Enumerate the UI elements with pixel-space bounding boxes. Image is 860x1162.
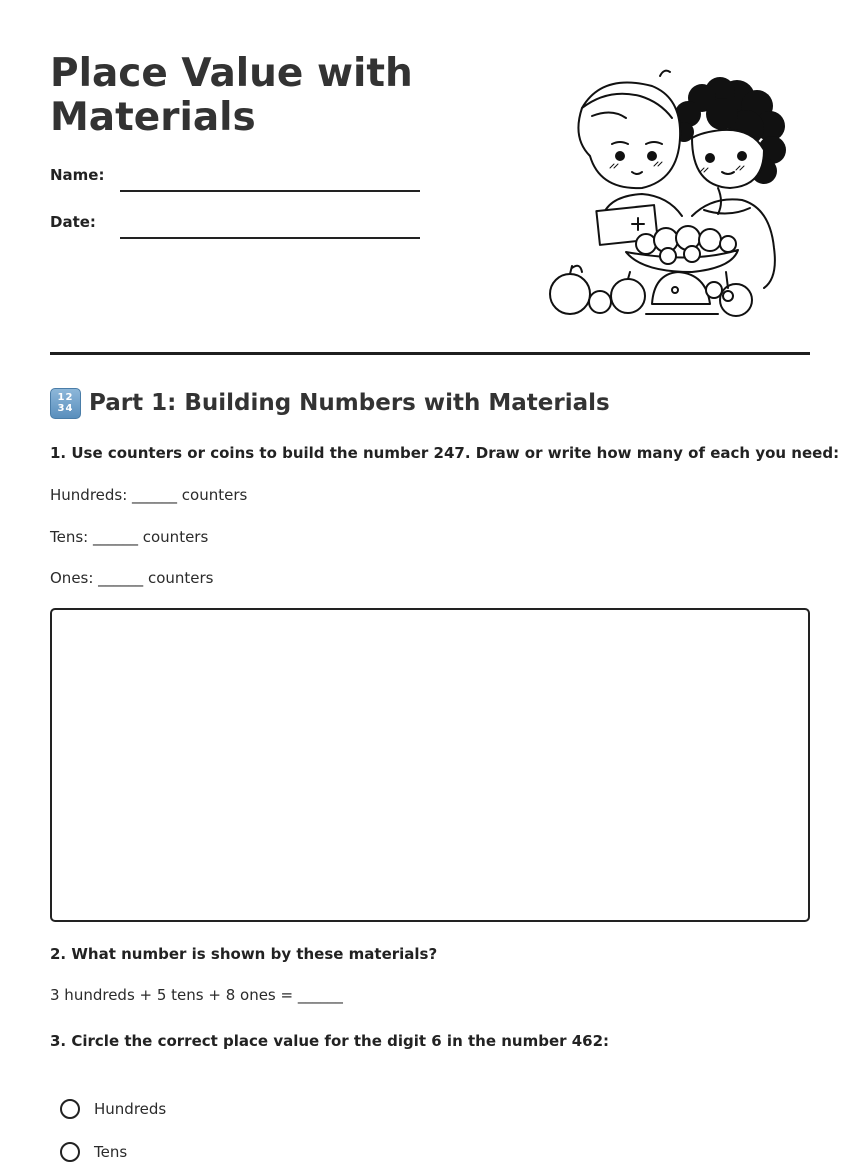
date-line[interactable] — [120, 237, 420, 239]
page-title: Place Value with Materials — [50, 51, 413, 140]
radio-circle-icon[interactable] — [60, 1142, 80, 1162]
section-title-text: Part 1: Building Numbers with Materials — [89, 390, 610, 416]
section-title — [50, 386, 610, 420]
name-field[interactable] — [50, 166, 470, 196]
keycap-top-digits: 12 — [57, 392, 74, 403]
question-2-prompt: 2. What number is shown by these materials? — [50, 945, 438, 963]
date-field[interactable] — [50, 213, 470, 243]
name-line[interactable] — [120, 190, 420, 192]
1234-keycap-icon — [50, 388, 81, 419]
name-label: Name: — [50, 166, 105, 184]
radio-circle-icon[interactable] — [60, 1099, 80, 1119]
option-label: Tens — [94, 1143, 128, 1161]
children-illustration — [542, 68, 802, 320]
worksheet-page — [50, 0, 840, 1161]
question-1-tens[interactable]: Tens: ______ counters — [50, 528, 209, 546]
keycap-bottom-digits: 34 — [57, 403, 74, 414]
option-tens[interactable] — [60, 1142, 127, 1162]
option-hundreds[interactable] — [60, 1099, 166, 1119]
question-1-prompt: 1. Use counters or coins to build the number 247. Draw or write how many of each you need: — [50, 444, 840, 462]
question-1-hundreds[interactable]: Hundreds: ______ counters — [50, 486, 248, 504]
question-3-prompt: 3. Circle the correct place value for the digit 6 in the number 462: — [50, 1032, 610, 1050]
date-label: Date: — [50, 213, 96, 231]
question-1-ones[interactable]: Ones: ______ counters — [50, 569, 214, 587]
question-2-equation[interactable]: 3 hundreds + 5 tens + 8 ones = ______ — [50, 986, 343, 1004]
worksheet-header — [50, 0, 810, 355]
option-label: Hundreds — [94, 1100, 167, 1118]
drawing-box[interactable] — [50, 608, 810, 922]
